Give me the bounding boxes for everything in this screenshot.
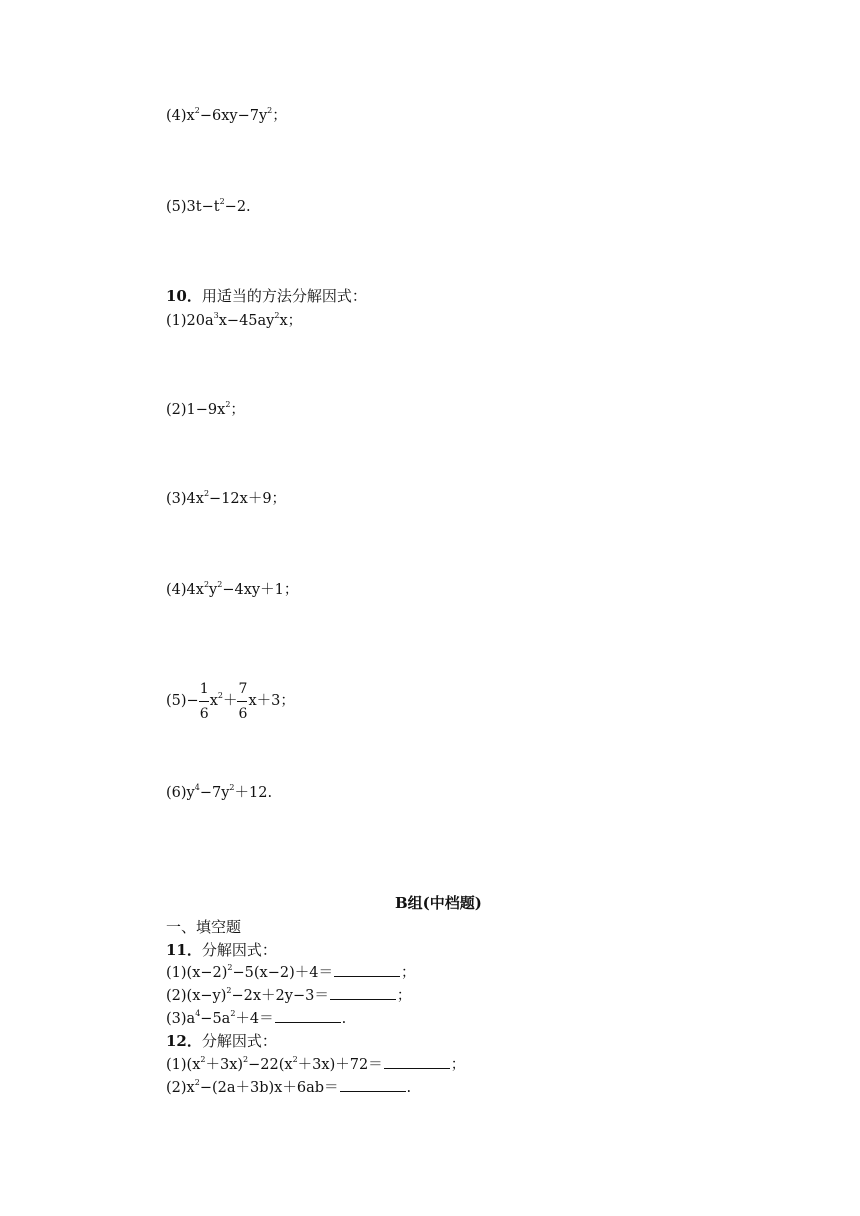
- exponent: 2: [194, 1078, 200, 1087]
- expr-text: x: [186, 1080, 195, 1096]
- part-one-heading: 一、填空题: [166, 918, 242, 936]
- part-label: (4): [166, 582, 187, 598]
- q11-part-2: [166, 986, 411, 1007]
- exponent: 2: [227, 963, 233, 972]
- q10-part-2: [166, 401, 245, 421]
- expr-text: (x: [186, 1057, 201, 1073]
- expr-text: (x−y): [186, 988, 227, 1004]
- answer-blank[interactable]: [384, 1055, 450, 1069]
- numerator: 1: [199, 681, 209, 697]
- q11-part-3: [166, 1009, 346, 1030]
- exponent: 2: [203, 580, 210, 589]
- part-label: (5): [166, 693, 187, 709]
- exponent: 2: [225, 400, 231, 409]
- expr-text: 4x: [186, 582, 204, 598]
- punctuation: ；: [400, 965, 416, 981]
- part-label: (1): [166, 1057, 187, 1073]
- fraction-seven-sixths: [237, 681, 248, 722]
- part-label: (5): [166, 199, 187, 215]
- fraction-one-sixth: [199, 681, 210, 722]
- fraction-bar: [237, 701, 247, 702]
- q10-part-4: [166, 581, 298, 601]
- part-label: (2): [166, 1080, 187, 1096]
- denominator: 6: [238, 706, 248, 722]
- question-number: 12．: [166, 1032, 202, 1050]
- expr-text: (x−2): [186, 965, 228, 981]
- q11-heading: [166, 941, 277, 959]
- q9-part-5: [166, 198, 251, 218]
- q12-heading: [166, 1032, 277, 1050]
- exponent: 2: [274, 311, 280, 320]
- fraction-bar: [199, 701, 209, 702]
- expr-text: a: [186, 1011, 196, 1027]
- expr-text: x＋3；: [248, 693, 295, 709]
- q10-part-5: [166, 681, 295, 722]
- part-label: (4): [166, 108, 187, 124]
- q11-part-1: [166, 963, 415, 984]
- question-prompt: 分解因式：: [201, 1032, 277, 1050]
- part-label: (1): [166, 965, 187, 981]
- expr-text: −2x＋2y−3＝: [231, 988, 329, 1004]
- exponent: 2: [217, 691, 223, 700]
- section-b-title: B组(中档题): [395, 894, 482, 912]
- expr-text: ＋3x): [205, 1057, 244, 1073]
- punctuation: .: [341, 1011, 347, 1027]
- expr-text: −12x＋9；: [209, 491, 287, 507]
- answer-blank[interactable]: [275, 1009, 341, 1023]
- q12-part-1: [166, 1055, 465, 1076]
- expr-text: −5a: [200, 1011, 231, 1027]
- numerator: 7: [238, 681, 248, 697]
- expr-text: −7y: [199, 785, 230, 801]
- expr-text: 1−9x: [186, 402, 226, 418]
- expr-text: ＋12.: [234, 785, 273, 801]
- expr-text: x: [209, 693, 218, 709]
- punctuation: ；: [230, 402, 245, 418]
- exponent: 4: [195, 1009, 201, 1018]
- exponent: 2: [194, 106, 200, 115]
- answer-blank[interactable]: [340, 1078, 406, 1092]
- punctuation: ；: [450, 1057, 466, 1073]
- question-prompt: 分解因式：: [201, 941, 277, 959]
- expr-text: −5(x−2)＋4＝: [232, 965, 333, 981]
- expr-text: y: [209, 582, 218, 598]
- expr-text: −6xy−7y: [199, 108, 268, 124]
- plus-sign: ＋: [222, 693, 238, 709]
- part-label: (3): [166, 491, 187, 507]
- expr-text: ＋4＝: [235, 1011, 274, 1027]
- expr-text: x−45ay: [218, 313, 275, 329]
- expr-text: y: [186, 785, 195, 801]
- expr-text: −4xy＋1；: [222, 582, 299, 598]
- exponent: 2: [229, 783, 235, 792]
- expr-text: 4x: [186, 491, 204, 507]
- expr-text: x；: [279, 313, 303, 329]
- expr-text: −22(x: [248, 1057, 293, 1073]
- exponent: 2: [217, 580, 223, 589]
- exponent: 2: [203, 489, 210, 498]
- q9-part-4: [166, 107, 287, 127]
- q10-part-3: [166, 490, 286, 510]
- part-label: (2): [166, 988, 187, 1004]
- expr-text: −(2a＋3b)x＋6ab＝: [199, 1080, 339, 1096]
- question-prompt: 用适当的方法分解因式：: [201, 287, 367, 305]
- exponent: 2: [200, 1055, 206, 1064]
- minus-sign: −: [186, 693, 199, 709]
- exponent: 2: [219, 197, 225, 206]
- q12-part-2: [166, 1078, 411, 1099]
- part-label: (3): [166, 1011, 187, 1027]
- answer-blank[interactable]: [330, 986, 396, 1000]
- part-label: (6): [166, 785, 187, 801]
- expr-text: x: [186, 108, 195, 124]
- question-number: 11．: [166, 941, 202, 959]
- punctuation: ；: [272, 108, 287, 124]
- answer-blank[interactable]: [334, 963, 400, 977]
- punctuation: .: [406, 1080, 412, 1096]
- exponent: 4: [194, 783, 200, 792]
- expr-text: ＋3x)＋72＝: [297, 1057, 383, 1073]
- part-label: (2): [166, 402, 187, 418]
- denominator: 6: [199, 706, 209, 722]
- q10-heading: [166, 287, 367, 305]
- punctuation: ；: [396, 988, 412, 1004]
- exponent: 2: [230, 1009, 236, 1018]
- q10-part-6: [166, 784, 272, 804]
- q10-part-1: [166, 312, 302, 332]
- question-number: 10．: [166, 287, 202, 305]
- exponent: 2: [226, 986, 232, 995]
- exponent: 2: [292, 1055, 298, 1064]
- part-label: (1): [166, 313, 187, 329]
- exponent: 2: [243, 1055, 249, 1064]
- expr-text: −2.: [224, 199, 251, 215]
- exponent: 2: [267, 106, 273, 115]
- expr-text: 20a: [186, 313, 214, 329]
- expr-text: 3t−t: [186, 199, 220, 215]
- exponent: 3: [213, 311, 219, 320]
